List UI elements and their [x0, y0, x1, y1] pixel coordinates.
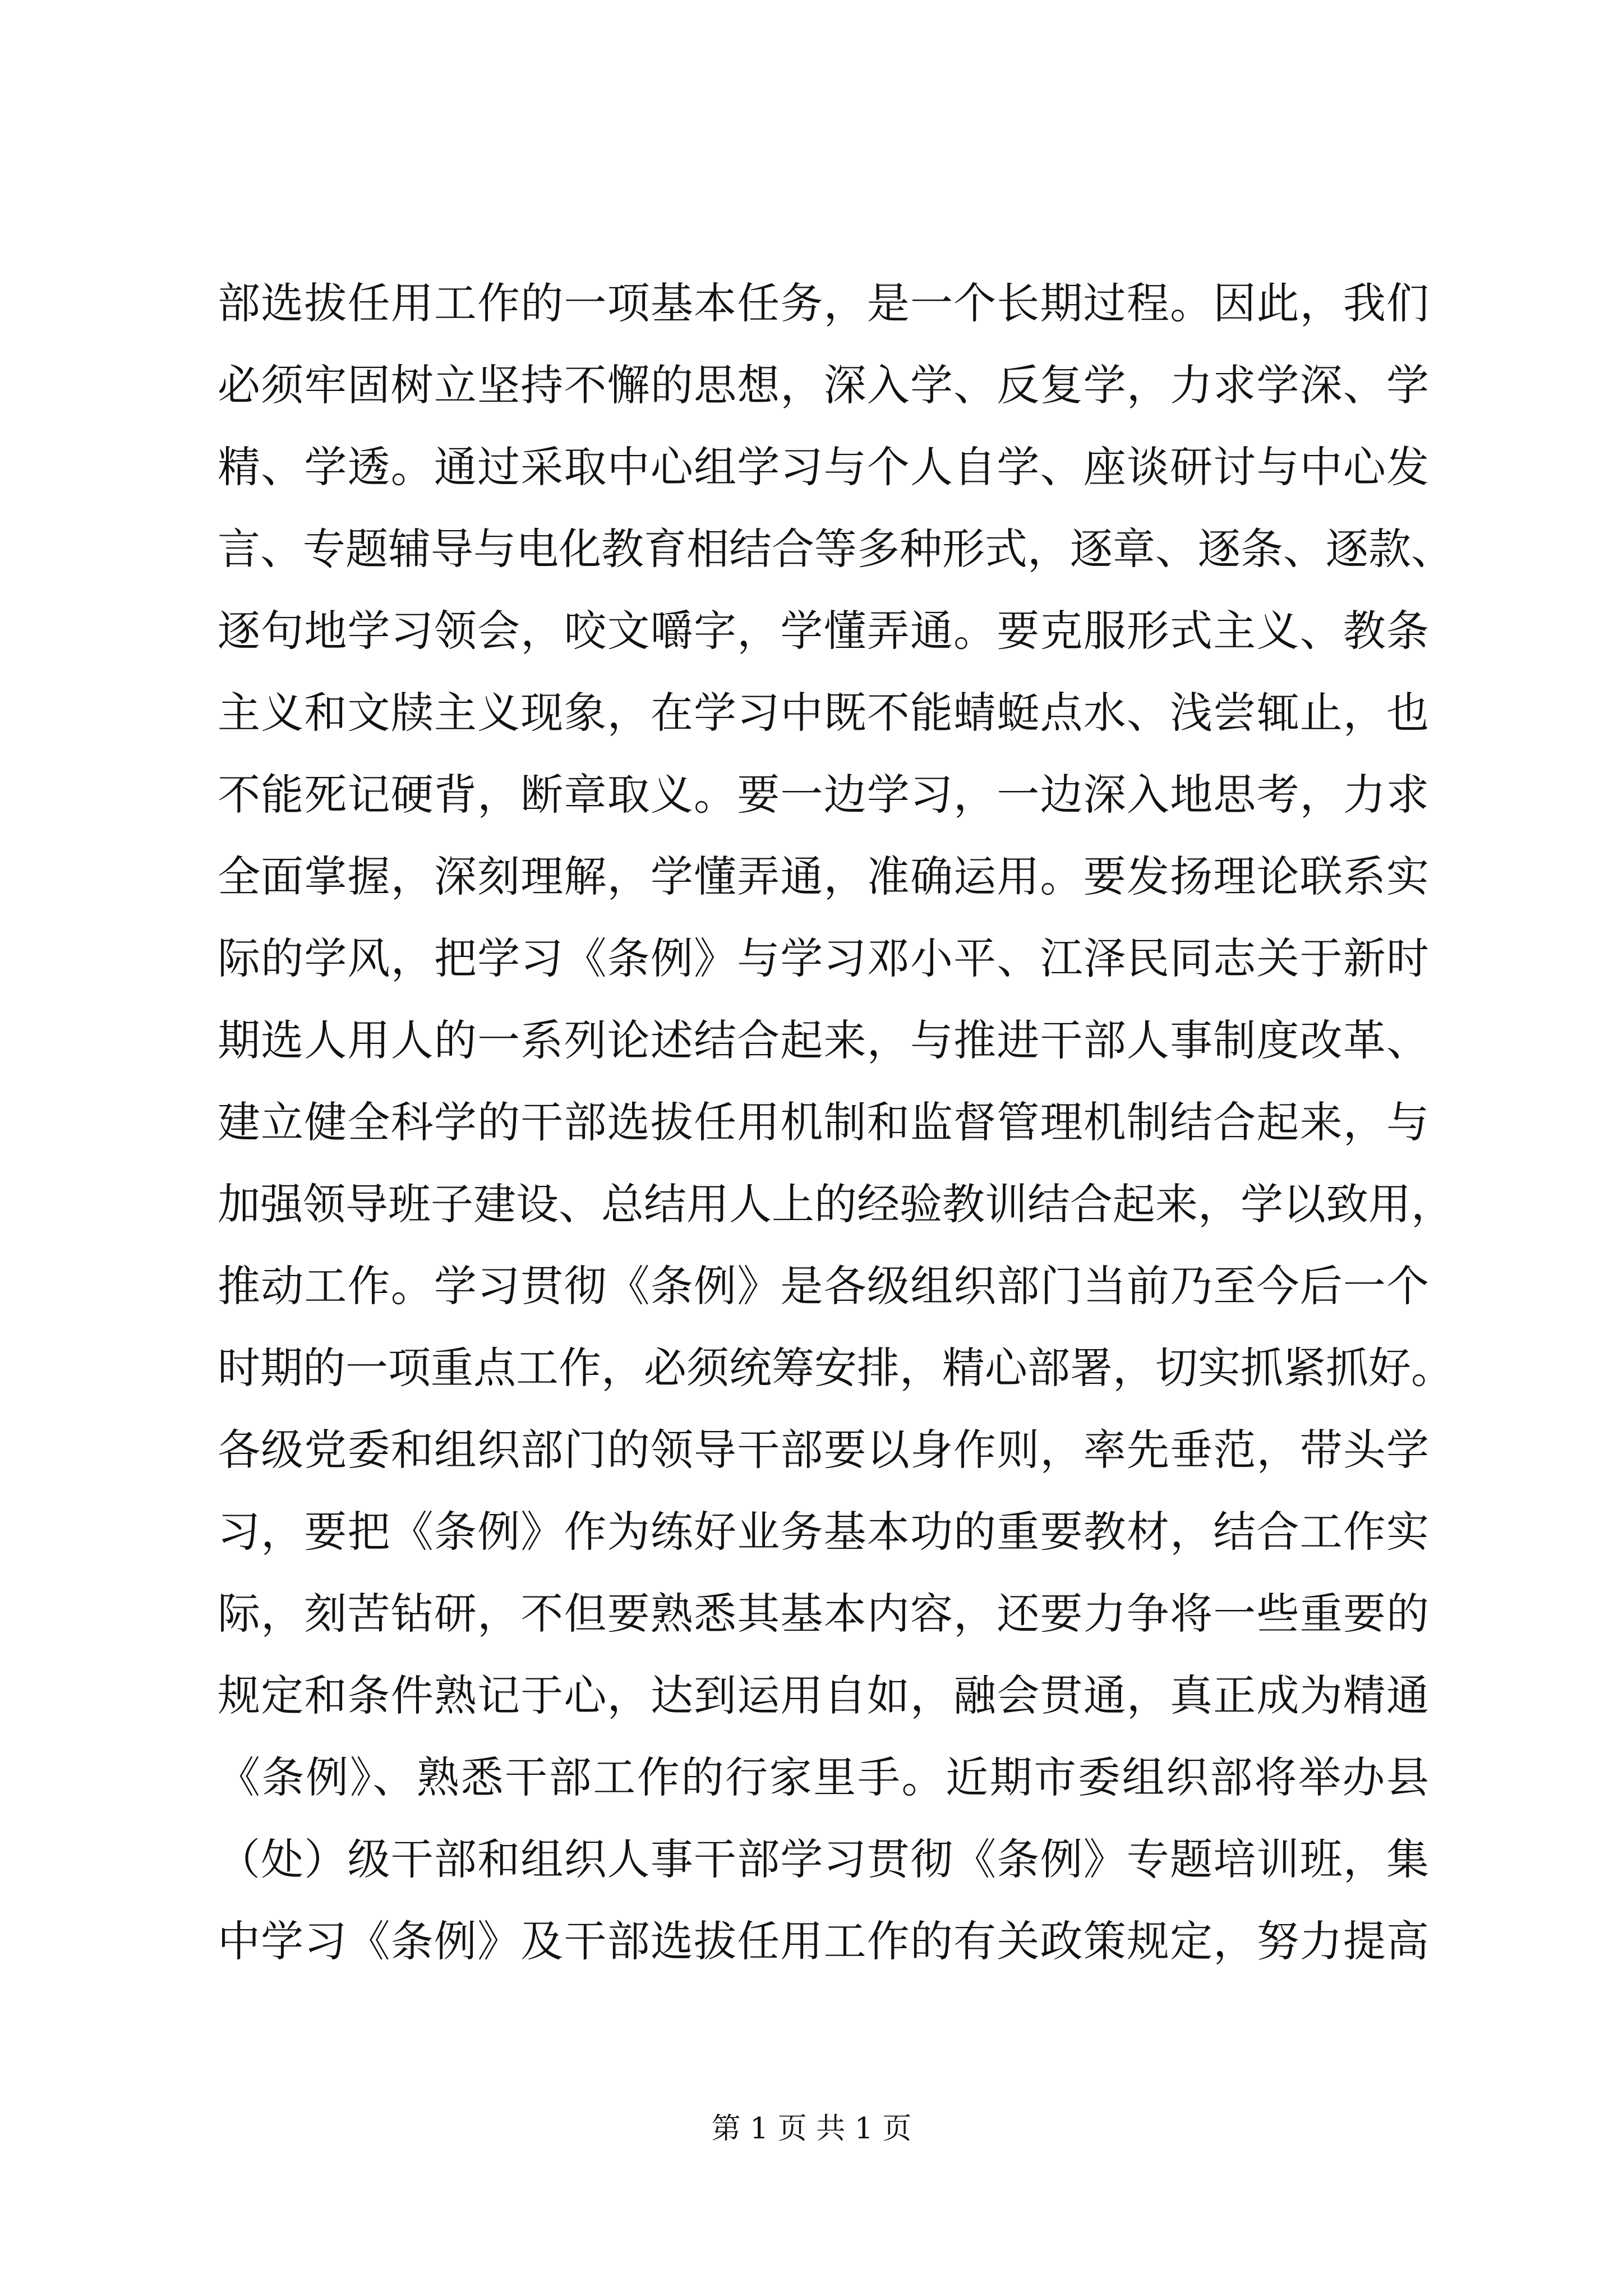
text-line: 全面掌握，深刻理解，学懂弄通，准确运用。要发扬理论联系实 [218, 852, 1429, 901]
text-line: 主义和文牍主义现象，在学习中既不能蜻蜓点水、浅尝辄止，也 [218, 688, 1429, 738]
text-line: 加强领导班子建设、总结用人上的经验教训结合起来，学以致用， [218, 1179, 1454, 1229]
text-line: 必须牢固树立坚持不懈的思想，深入学、反复学，力求学深、学 [218, 360, 1429, 410]
text-line: 部选拔任用工作的一项基本任务，是一个长期过程。因此，我们 [218, 278, 1429, 328]
body-text [218, 263, 1454, 1982]
text-line: 言、专题辅导与电化教育相结合等多种形式，逐章、逐条、逐款、 [218, 524, 1454, 574]
text-line: 时期的一项重点工作，必须统筹安排，精心部署，切实抓紧抓好。 [218, 1343, 1454, 1393]
text-line: 不能死记硬背，断章取义。要一边学习，一边深入地思考，力求 [218, 770, 1429, 820]
text-line: 各级党委和组织部门的领导干部要以身作则，率先垂范，带头学 [218, 1425, 1429, 1475]
text-line: 《条例》、熟悉干部工作的行家里手。近期市委组织部将举办县 [218, 1752, 1429, 1802]
text-line: 建立健全科学的干部选拔任用机制和监督管理机制结合起来，与 [218, 1097, 1429, 1147]
text-line: 际的学风，把学习《条例》与学习邓小平、江泽民同志关于新时 [218, 933, 1429, 983]
text-line: 精、学透。通过采取中心组学习与个人自学、座谈研讨与中心发 [218, 442, 1429, 492]
text-line: 推动工作。学习贯彻《条例》是各级组织部门当前乃至今后一个 [218, 1261, 1429, 1311]
text-line: 习，要把《条例》作为练好业务基本功的重要教材，结合工作实 [218, 1507, 1429, 1557]
text-line: 中学习《条例》及干部选拔任用工作的有关政策规定，努力提高 [218, 1916, 1429, 1966]
text-line: （处）级干部和组织人事干部学习贯彻《条例》专题培训班，集 [218, 1834, 1429, 1884]
page-number: 第 1 页 共 1 页 [711, 2112, 912, 2146]
page-footer [0, 2109, 1623, 2148]
text-line: 期选人用人的一系列论述结合起来，与推进干部人事制度改革、 [218, 1015, 1429, 1065]
text-line: 逐句地学习领会，咬文嚼字，学懂弄通。要克服形式主义、教条 [218, 606, 1429, 656]
text-line: 际，刻苦钻研，不但要熟悉其基本内容，还要力争将一些重要的 [218, 1589, 1429, 1639]
text-line: 规定和条件熟记于心，达到运用自如，融会贯通，真正成为精通 [218, 1671, 1429, 1720]
